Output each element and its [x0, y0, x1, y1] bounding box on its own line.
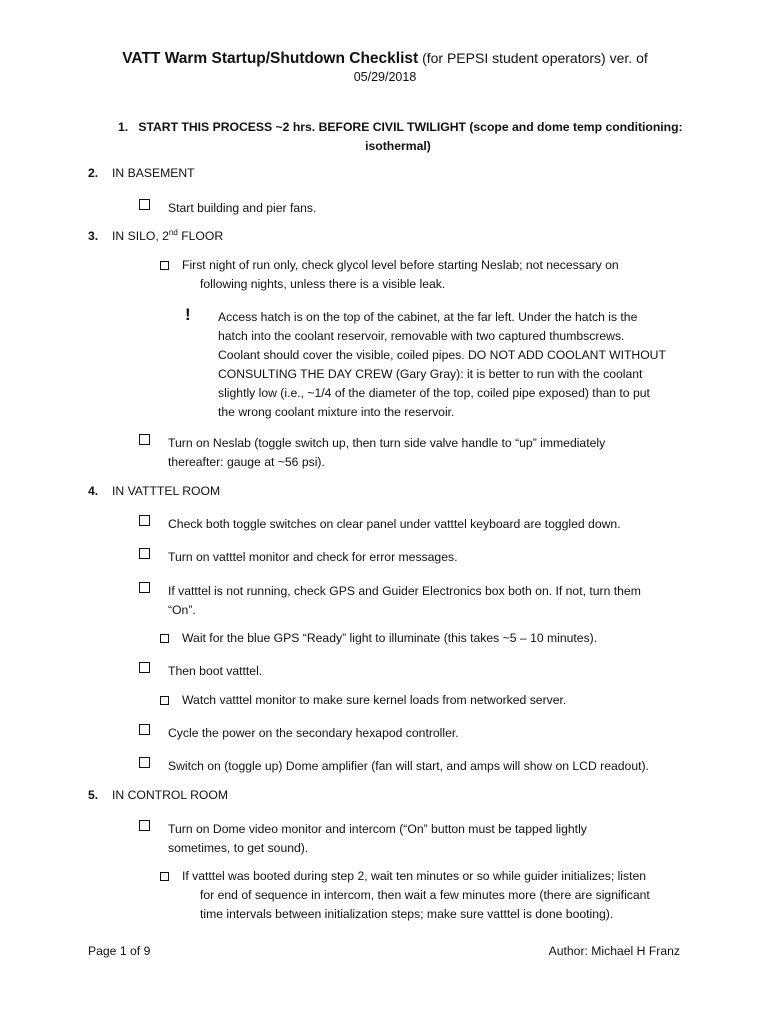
section-5-heading	[88, 788, 228, 802]
section-label: IN CONTROL ROOM	[112, 788, 229, 802]
checkbox-toggle-switches[interactable]	[139, 515, 150, 526]
section-number: 2.	[88, 166, 99, 180]
item-boot-vatttel: Then boot vatttel.	[168, 664, 263, 678]
item-hexapod: Cycle the power on the secondary hexapod controller.	[168, 726, 459, 740]
title-bold: VATT Warm Startup/Shutdown Checklist	[122, 50, 419, 67]
checkbox-wait-gps[interactable]	[160, 634, 169, 643]
item-video-line-2: sometimes, to get sound).	[168, 841, 309, 855]
section-number: 4.	[88, 484, 99, 498]
item-glycol-line-1: First night of run only, check glycol level before starting Neslab; not necessary on	[182, 258, 619, 272]
step-1-line-2: isothermal)	[365, 139, 431, 153]
section-number: 5.	[88, 788, 99, 802]
note-line-4: CONSULTING THE DAY CREW (Gary Gray): it is better to run with the coolant	[218, 367, 643, 381]
title-audience: (for PEPSI student operators)	[418, 50, 606, 66]
item-gps-line-1: If vatttel is not running, check GPS and Guider Electronics box both on. If not, turn them	[168, 584, 641, 598]
section-label: IN BASEMENT	[112, 166, 195, 180]
item-video-line-1: Turn on Dome video monitor and intercom (“On” button must be tapped lightly	[168, 822, 587, 836]
section-3-heading	[88, 228, 223, 243]
item-toggle-switches: Check both toggle switches on clear panel under vatttel keyboard are toggled down.	[168, 517, 621, 531]
section-label: IN SILO, 2	[112, 229, 169, 244]
version-date: 05/29/2018	[353, 70, 417, 84]
step-1-line-1: 1. START THIS PROCESS ~2 hrs. BEFORE CIVIL TWILIGHT (scope and dome temp conditioning:	[118, 120, 683, 134]
checkbox-guider-init[interactable]	[160, 872, 169, 881]
note-line-6: the wrong coolant mixture into the reservoir.	[218, 405, 455, 419]
item-glycol-line-2: following nights, unless there is a visible leak.	[200, 277, 446, 291]
section-label-superscript: nd	[168, 228, 178, 237]
checkbox-vatttel-monitor[interactable]	[139, 548, 150, 559]
section-label: IN VATTTEL ROOM	[112, 484, 221, 498]
section-label-rest: FLOOR	[177, 229, 224, 244]
note-line-3: Coolant should cover the visible, coiled pipes. DO NOT ADD COOLANT WITHOUT	[218, 348, 666, 362]
page-number: Page 1 of 9	[88, 944, 151, 958]
item-fans: Start building and pier fans.	[168, 201, 317, 215]
item-kernel: Watch vatttel monitor to make sure kernel loads from networked server.	[182, 693, 567, 707]
note-line-1: Access hatch is on the top of the cabinet, at the far left. Under the hatch is the	[218, 310, 638, 324]
checkbox-dome-amplifier[interactable]	[139, 757, 150, 768]
item-wait-gps: Wait for the blue GPS “Ready” light to illuminate (this takes ~5 – 10 minutes).	[182, 631, 598, 645]
section-2-heading	[88, 166, 195, 180]
note-line-2: hatch into the coolant reservoir, removable with two captured thumbscrews.	[218, 329, 625, 343]
item-guider-line-2: for end of sequence in intercom, then wait a few minutes more (there are significant	[200, 888, 650, 902]
section-number: 3.	[88, 229, 99, 244]
checkbox-glycol[interactable]	[160, 261, 169, 270]
item-guider-line-3: time intervals between initialization steps; make sure vatttel is done booting).	[200, 907, 614, 921]
title-version: ver. of	[605, 50, 648, 66]
author: Author: Michael H Franz	[548, 944, 680, 958]
checkbox-boot-vatttel[interactable]	[139, 662, 150, 673]
checkbox-video-intercom[interactable]	[139, 820, 150, 831]
item-guider-line-1: If vatttel was booted during step 2, wait ten minutes or so while guider initializes; listen	[182, 869, 647, 883]
item-vatttel-monitor: Turn on vatttel monitor and check for error messages.	[168, 550, 458, 564]
checkbox-gps-check[interactable]	[139, 582, 150, 593]
checkbox-kernel[interactable]	[160, 696, 169, 705]
item-neslab-line-1: Turn on Neslab (toggle switch up, then turn side valve handle to “up” immediately	[168, 436, 606, 450]
item-dome-amplifier: Switch on (toggle up) Dome amplifier (fan will start, and amps will show on LCD readout).	[168, 759, 649, 773]
step-1-heading	[118, 118, 683, 156]
item-neslab-line-2: thereafter: gauge at ~56 psi).	[168, 455, 325, 469]
checkbox-fans[interactable]	[139, 199, 150, 210]
note-line-5: slightly low (i.e., ~1/4 of the diameter of the top, coiled pipe exposed) than to put	[218, 386, 650, 400]
warning-icon: !	[185, 305, 191, 324]
item-gps-line-2: “On”.	[168, 603, 196, 617]
checkbox-neslab[interactable]	[139, 434, 150, 445]
section-4-heading	[88, 484, 220, 498]
document-title	[0, 48, 770, 69]
checkbox-hexapod[interactable]	[139, 724, 150, 735]
